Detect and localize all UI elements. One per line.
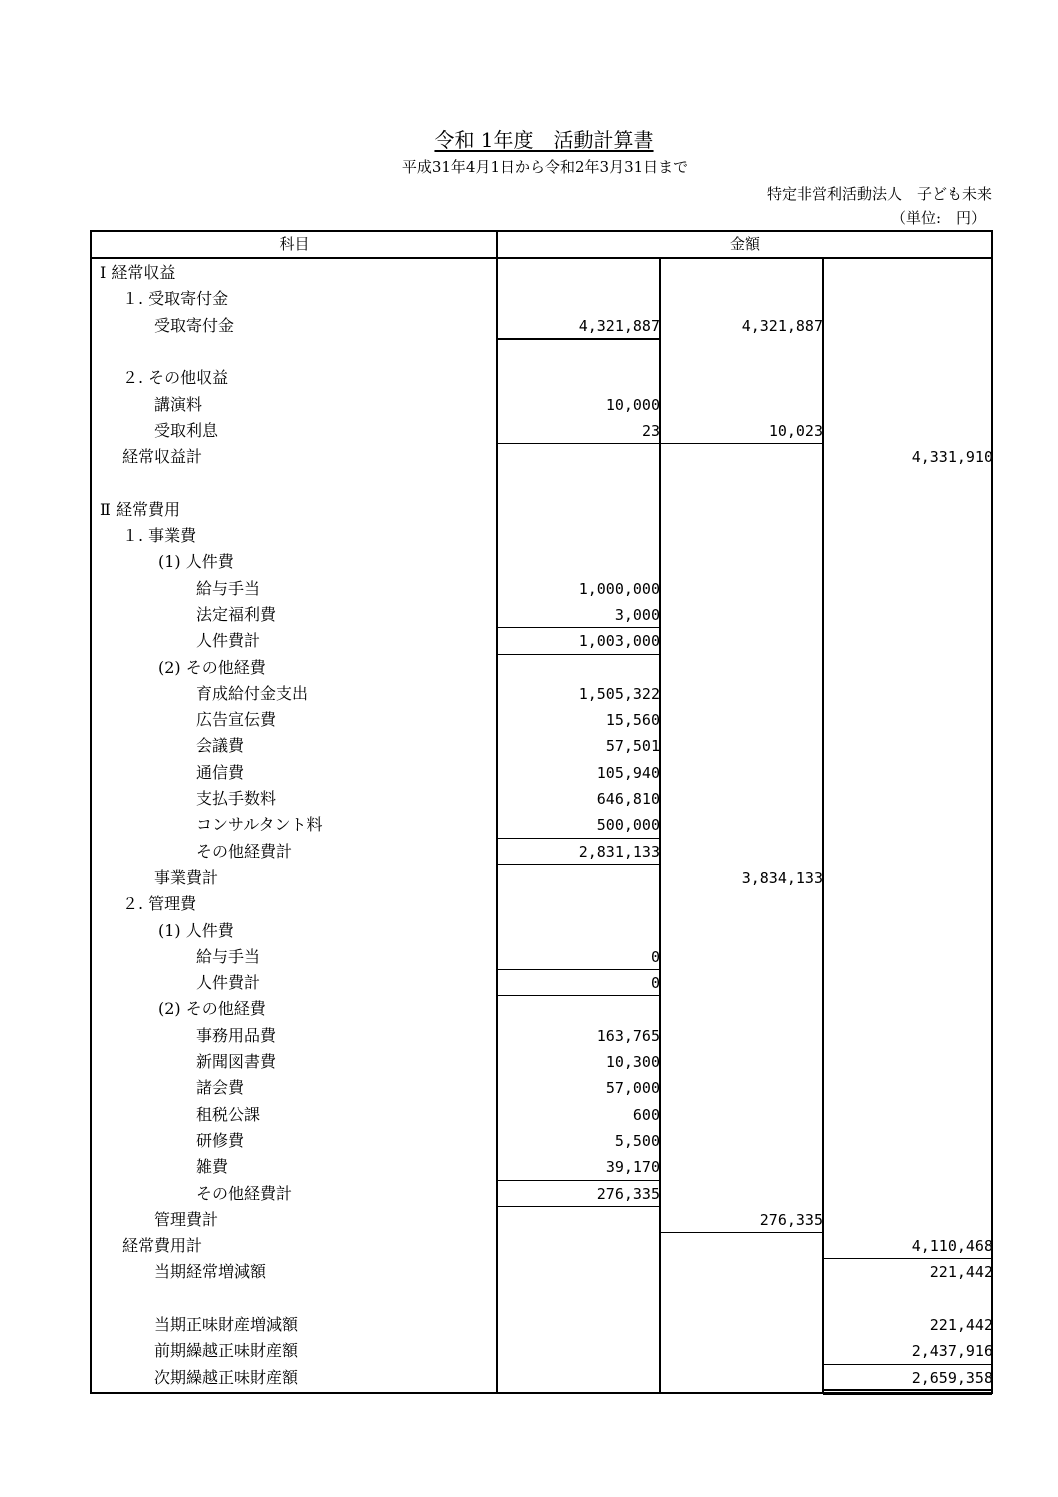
rule-line bbox=[497, 1180, 659, 1181]
rule-line bbox=[497, 338, 659, 340]
amount-col1: 23 bbox=[641, 421, 660, 440]
amount-col3: 2,437,916 bbox=[911, 1342, 993, 1361]
rule-line bbox=[497, 995, 659, 996]
row-label: 人件費計 bbox=[196, 631, 261, 651]
row-label: 事務用品費 bbox=[196, 1025, 277, 1045]
amount-col1: 4,321,887 bbox=[578, 316, 660, 335]
table-row bbox=[92, 392, 995, 418]
row-label: 雑費 bbox=[196, 1157, 229, 1177]
table-row bbox=[92, 1365, 995, 1391]
table-row bbox=[92, 339, 995, 365]
table-row bbox=[92, 1128, 995, 1154]
row-label: 受取寄付金 bbox=[154, 315, 235, 335]
table-row bbox=[92, 1023, 995, 1049]
amount-col1: 3,000 bbox=[614, 605, 660, 624]
table-row bbox=[92, 286, 995, 312]
table-row bbox=[92, 707, 995, 733]
table-row bbox=[92, 839, 995, 865]
amount-col1: 1,000,000 bbox=[578, 579, 660, 598]
table-row bbox=[92, 1207, 995, 1233]
table-row bbox=[92, 576, 995, 602]
amount-col2: 4,321,887 bbox=[741, 316, 823, 335]
row-label: (1) 人件費 bbox=[158, 552, 234, 572]
table-row bbox=[92, 1286, 995, 1312]
row-label: コンサルタント料 bbox=[196, 815, 323, 835]
amount-col1: 276,335 bbox=[596, 1184, 660, 1203]
double-rule-line bbox=[823, 1393, 992, 1395]
table-row bbox=[92, 313, 995, 339]
row-label: ２. 管理費 bbox=[122, 894, 197, 914]
table-row bbox=[92, 470, 995, 496]
amount-col1: 600 bbox=[632, 1105, 660, 1124]
statement-period: 平成31年4月1日から令和2年3月31日まで bbox=[401, 158, 689, 176]
row-label: 経常費用計 bbox=[122, 1236, 203, 1256]
amount-col3: 4,331,910 bbox=[911, 448, 993, 467]
row-label: 研修費 bbox=[196, 1130, 245, 1150]
table-row bbox=[92, 1181, 995, 1207]
organization-name: 特定非営利活動法人 子ども未来 bbox=[766, 185, 992, 203]
amount-col1: 39,170 bbox=[605, 1158, 660, 1177]
row-label: １. 事業費 bbox=[122, 526, 197, 545]
row-label: 法定福利費 bbox=[196, 604, 277, 624]
amount-col3: 221,442 bbox=[929, 1263, 993, 1282]
unit-label: （単位: 円） bbox=[890, 209, 986, 227]
row-label: 給与手当 bbox=[196, 946, 261, 966]
row-label: 当期経常増減額 bbox=[154, 1262, 267, 1282]
rule-line bbox=[497, 969, 659, 970]
table-row bbox=[92, 523, 995, 549]
rule-line bbox=[660, 1232, 822, 1233]
row-label: (1) 人件費 bbox=[158, 920, 234, 940]
row-label: (2) その他経費 bbox=[158, 999, 266, 1019]
table-row bbox=[92, 444, 995, 470]
row-label: 支払手数料 bbox=[196, 789, 277, 808]
table-row bbox=[92, 918, 995, 944]
amount-col2: 3,834,133 bbox=[741, 868, 823, 887]
row-label: 次期繰越正味財産額 bbox=[154, 1367, 299, 1387]
rule-line bbox=[823, 1258, 992, 1259]
row-label: 経常収益計 bbox=[122, 447, 203, 467]
amount-col1: 10,300 bbox=[605, 1053, 660, 1071]
table-row bbox=[92, 996, 995, 1022]
row-label: Ⅱ 経常費用 bbox=[100, 499, 180, 519]
header-divider bbox=[92, 257, 991, 259]
row-label: 管理費計 bbox=[154, 1209, 219, 1229]
table-row bbox=[92, 1338, 995, 1364]
row-label: Ⅰ 経常収益 bbox=[100, 263, 176, 282]
table-row bbox=[92, 549, 995, 575]
table-row bbox=[92, 1233, 995, 1259]
table-row bbox=[92, 1049, 995, 1075]
table-row bbox=[92, 786, 995, 812]
rule-line bbox=[497, 654, 659, 655]
table-row bbox=[92, 891, 995, 917]
amount-col3: 4,110,468 bbox=[911, 1237, 993, 1256]
table-row bbox=[92, 1102, 995, 1128]
amount-col1: 5,500 bbox=[614, 1131, 660, 1150]
table-row bbox=[92, 1259, 995, 1285]
table-row bbox=[92, 418, 995, 444]
header-amount: 金額 bbox=[729, 235, 760, 253]
amount-col1: 1,505,322 bbox=[578, 684, 660, 703]
row-label: 当期正味財産増減額 bbox=[154, 1315, 299, 1334]
rule-line bbox=[497, 838, 659, 839]
amount-col1: 105,940 bbox=[596, 763, 660, 782]
table-row bbox=[92, 602, 995, 628]
row-label: 事業費計 bbox=[154, 867, 219, 887]
activity-statement-table bbox=[90, 230, 993, 1394]
table-row bbox=[92, 365, 995, 391]
amount-col1: 0 bbox=[650, 947, 660, 966]
row-label: (2) その他経費 bbox=[158, 657, 266, 677]
amount-col1: 1,003,000 bbox=[578, 632, 660, 651]
rule-line bbox=[497, 627, 659, 628]
rule-line bbox=[497, 864, 659, 865]
row-label: 講演料 bbox=[154, 394, 203, 414]
row-label: 受取利息 bbox=[154, 420, 219, 440]
amount-col2: 276,335 bbox=[759, 1210, 823, 1229]
row-label: 前期繰越正味財産額 bbox=[154, 1341, 299, 1361]
double-rule-line bbox=[823, 1389, 992, 1391]
table-row bbox=[92, 733, 995, 759]
row-label: 人件費計 bbox=[196, 973, 261, 993]
amount-col1: 500,000 bbox=[596, 816, 660, 835]
table-row bbox=[92, 970, 995, 996]
amount-col1: 15,560 bbox=[605, 711, 660, 730]
row-label: 租税公課 bbox=[196, 1104, 261, 1124]
amount-col1: 10,000 bbox=[605, 395, 660, 414]
amount-col3: 2,659,358 bbox=[911, 1368, 993, 1387]
table-row bbox=[92, 1075, 995, 1101]
row-label: その他経費計 bbox=[196, 841, 293, 861]
table-row bbox=[92, 681, 995, 707]
table-row bbox=[92, 260, 995, 286]
table-row bbox=[92, 497, 995, 523]
amount-col1: 646,810 bbox=[596, 790, 660, 808]
row-label: ２. その他収益 bbox=[122, 368, 229, 388]
row-label: 給与手当 bbox=[196, 578, 261, 598]
table-row bbox=[92, 865, 995, 891]
amount-col3: 221,442 bbox=[929, 1316, 993, 1334]
table-row bbox=[92, 760, 995, 786]
rule-line bbox=[497, 443, 659, 444]
row-label: 新聞図書費 bbox=[196, 1052, 277, 1071]
amount-col1: 57,501 bbox=[605, 737, 660, 756]
row-label: その他経費計 bbox=[196, 1183, 293, 1203]
table-row bbox=[92, 655, 995, 681]
amount-col1: 57,000 bbox=[605, 1079, 660, 1098]
table-row bbox=[92, 1312, 995, 1338]
table-row bbox=[92, 628, 995, 654]
amount-col1: 2,831,133 bbox=[578, 842, 660, 861]
header-account: 科目 bbox=[279, 235, 310, 253]
table-row bbox=[92, 1154, 995, 1180]
row-label: 通信費 bbox=[196, 762, 245, 782]
row-label: 育成給付金支出 bbox=[196, 683, 309, 703]
statement-title: 令和 1年度 活動計算書 bbox=[434, 128, 654, 152]
amount-col2: 10,023 bbox=[768, 421, 823, 440]
row-label: 会議費 bbox=[196, 736, 245, 756]
amount-col1: 163,765 bbox=[596, 1026, 660, 1045]
row-label: １. 受取寄付金 bbox=[122, 289, 229, 309]
row-label: 諸会費 bbox=[196, 1078, 245, 1098]
table-row bbox=[92, 944, 995, 970]
table-row bbox=[92, 812, 995, 838]
row-label: 広告宣伝費 bbox=[196, 710, 277, 730]
rule-line bbox=[497, 1206, 659, 1207]
rule-line bbox=[823, 1364, 992, 1365]
amount-col1: 0 bbox=[650, 974, 660, 993]
rule-line bbox=[660, 443, 822, 444]
